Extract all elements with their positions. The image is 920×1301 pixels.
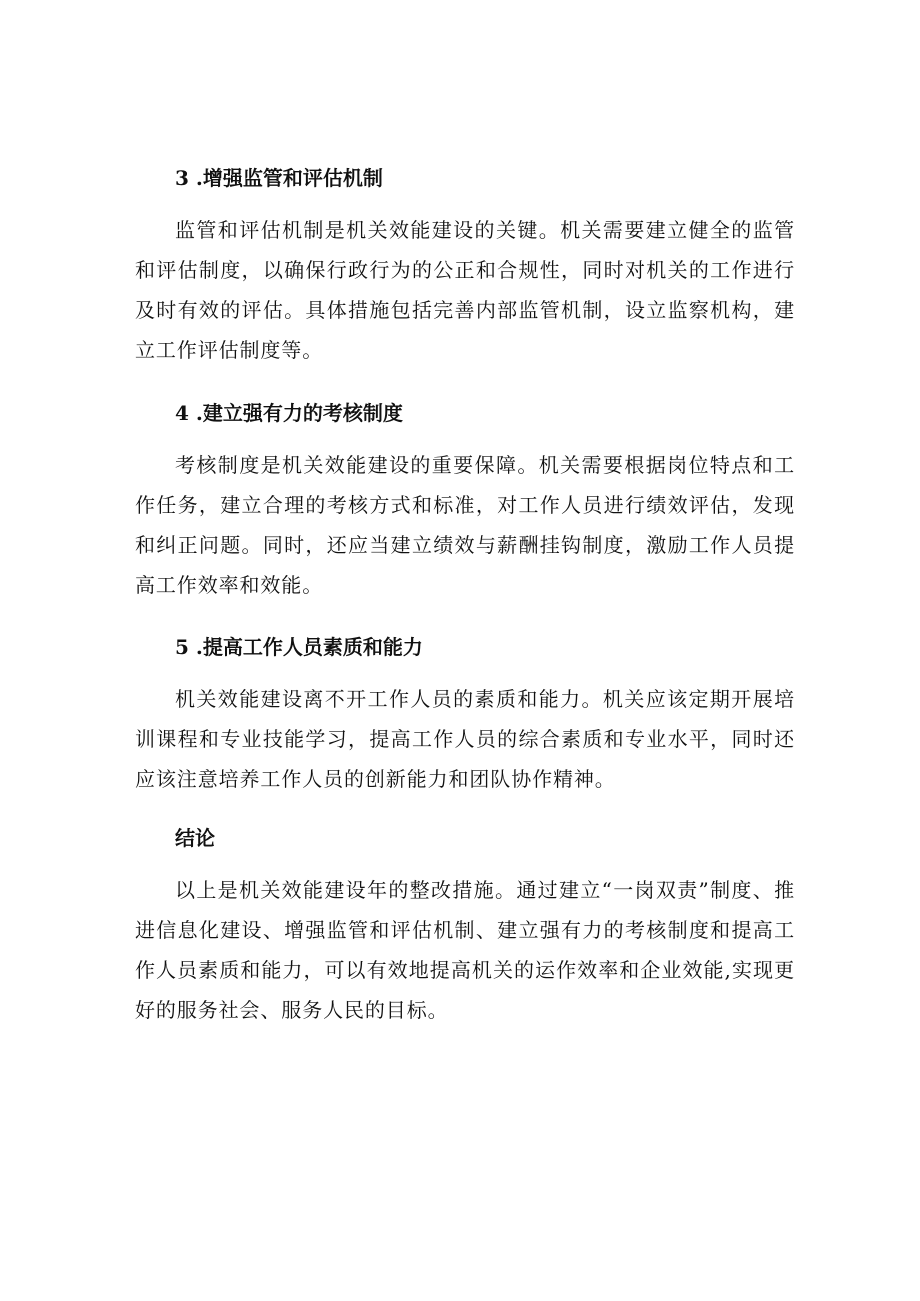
conclusion-heading: 结论 [175,826,215,850]
section-4-paragraph: 考核制度是机关效能建设的重要保障。机关需要根据岗位特点和工作任务，建立合理的考核方式和标准，对工作人员进行绩效评估，发现和纠正问题。同时，还应当建立绩效与薪酬挂钩制度，激励工作人员提高工作效率和效能。 [135,453,795,597]
section-5-heading: 5 .提高工作人员素质和能力 [175,635,423,659]
section-4-heading: 4 .建立强有力的考核制度 [175,401,403,425]
section-3-heading: 3 .增强监管和评估机制 [175,166,383,190]
section-3-paragraph: 监管和评估机制是机关效能建设的关键。机关需要建立健全的监管和评估制度，以确保行政行为的公正和合规性，同时对机关的工作进行及时有效的评估。具体措施包括完善内部监管机制，设立监察机构，建立工作评估制度等。 [135,218,795,362]
conclusion-paragraph: 以上是机关效能建设年的整改措施。通过建立“一岗双责”制度、推进信息化建设、增强监管和评估机制、建立强有力的考核制度和提高工作人员素质和能力，可以有效地提高机关的运作效率和企业效能,实现更好的服务社会、服务人民的目标。 [135,878,795,1022]
section-5-paragraph: 机关效能建设离不开工作人员的素质和能力。机关应该定期开展培训课程和专业技能学习，提高工作人员的综合素质和专业水平，同时还应该注意培养工作人员的创新能力和团队协作精神。 [135,687,795,791]
